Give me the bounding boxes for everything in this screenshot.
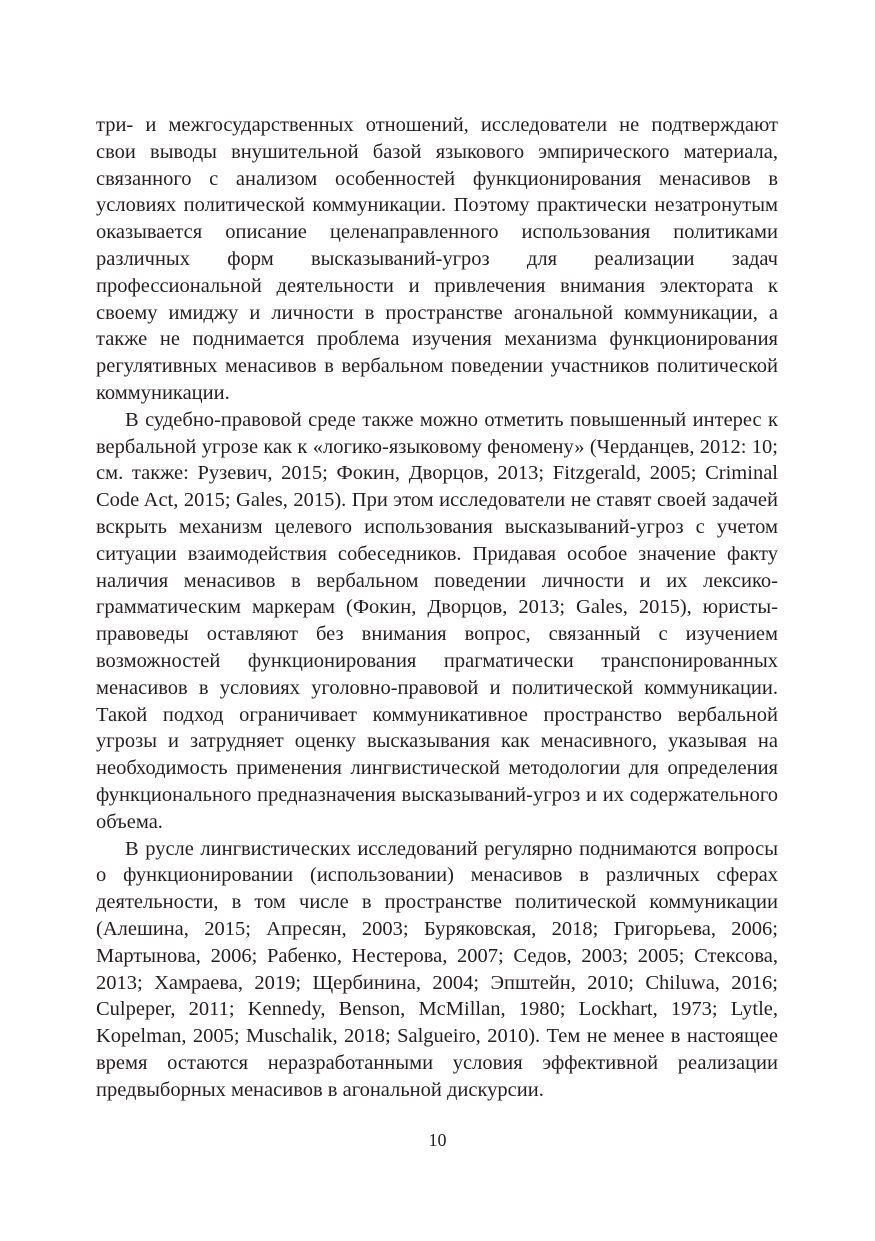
page-number: 10 bbox=[428, 1130, 447, 1150]
paragraph-linguistic-research: В русле лингвистических исследований регулярно поднимаются вопросы о функционировании (использовании) менасивов в различных сферах деятельности, в том числе в пространстве политической коммуникации (Алешина, 2015; Апресян, 2003; Буряковская, 2018; Григорьева, 2006; Мартынова, 2006; Рабенко, Нестерова, 2007; Седов, 2003; 2005; Стексова, 2013; Хамраева, 2019; Щербинина, 2004; Эпштейн, 2010; Chiluwa, 2016; Culpeper, 2011; Kennedy, Benson, McMillan, 1980; Lockhart, 1973; Lytle, Kopelman, 2005; Muschalik, 2018; Salgueiro, 2010). Тем не менее в настоящее время остаются неразработанными условия эффективной реализации предвыборных менасивов в агональной дискурсии. bbox=[96, 837, 778, 1101]
paragraph-legal-environment: В судебно-правовой среде также можно отметить повышенный интерес к вербальной угрозе как к «логико-языковому феномену» (Черданцев, 2012: 10; см. также: Рузевич, 2015; Фокин, Дворцов, 2013; Fitzgerald, 2005; Criminal Code Act, 2015; Gales, 2015). При этом исследователи не ставят своей задачей вскрыть механизм целевого использования высказываний-угроз с учетом ситуации взаимодействия собеседников. Придавая особое значение факту наличия менасивов в вербальном поведении личности и их лексико-грамматическим маркерам (Фокин, Дворцов, 2013; Gales, 2015), юристы-правоведы оставляют без внимания вопрос, связанный с изучением возможностей функционирования прагматически транспонированных менасивов в условиях уголовно-правовой и политической коммуникации. Такой подход ограничивает коммуникативное пространство вербальной угрозы и затрудняет оценку высказывания как менасивного, указывая на необходимость применения лингвистической методологии для определения функционального предназначения высказываний-угроз и их содержательного объема. bbox=[96, 408, 778, 833]
paragraph-continuation: три- и межгосударственных отношений, исследователи не подтверждают свои выводы внушительной базой языкового эмпирического материала, связанного с анализом особенностей функционирования менасивов в условиях политической коммуникации. Поэтому практически незатронутым оказывается описание целенаправленного использования политиками различных форм высказываний-угроз для реализации задач профессиональной деятельности и привлечения внимания электората к своему имиджу и личности в пространстве агональной коммуникации, а также не поднимается проблема изучения механизма функционирования регулятивных менасивов в вербальном поведении участников политической коммуникации. bbox=[96, 114, 778, 404]
page-body bbox=[96, 112, 778, 1103]
